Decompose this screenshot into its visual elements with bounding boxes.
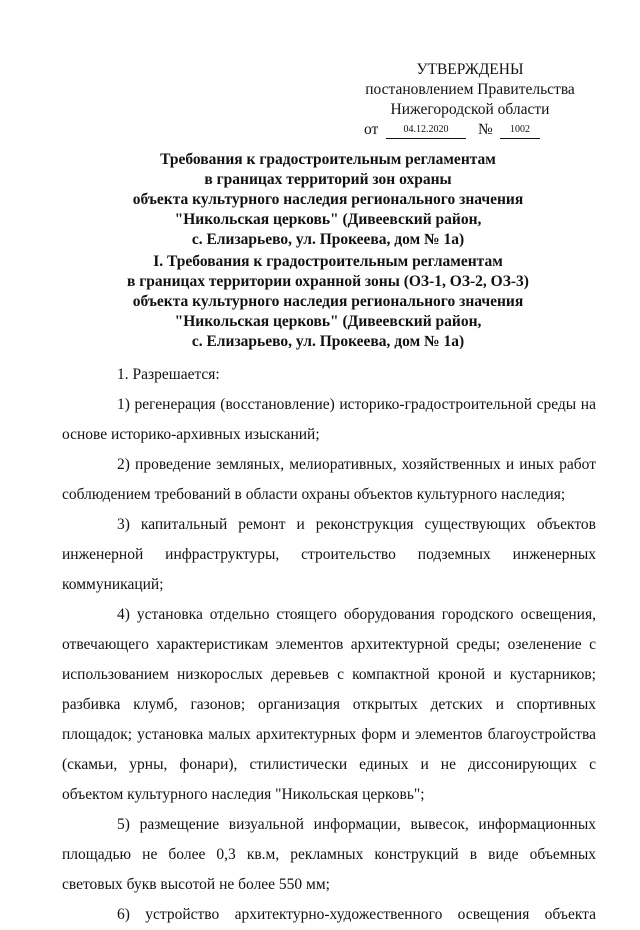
document-body	[62, 360, 596, 930]
body-line: использованием низкорослых деревьев с компактной кроной и кустарников;	[62, 666, 596, 683]
body-line: 5) размещение визуальной информации, вывесок, информационных	[117, 816, 596, 833]
section-line: объекта культурного наследия регионального значения	[132, 293, 524, 310]
body-line: площадью не более 0,3 кв.м, рекламных конструкций в виде объемных	[62, 846, 596, 863]
body-line: коммуникаций;	[62, 576, 164, 593]
body-line: (скамьи, урны, фонари), стилистически единых и не диссонирующих с	[62, 756, 596, 773]
section-line: I. Требования к градостроительным регламентам	[153, 253, 503, 270]
title-line: с. Елизарьево, ул. Прокеева, дом № 1а)	[191, 231, 465, 248]
title-line: "Никольская церковь" (Дивеевский район,	[174, 211, 482, 228]
document-title	[60, 150, 596, 250]
approval-status: УТВЕРЖДЕНЫ	[416, 61, 524, 78]
section-line: "Никольская церковь" (Дивеевский район,	[174, 313, 482, 330]
approval-line-1: постановлением Правительства	[365, 81, 575, 98]
body-line: 6) устройство архитектурно-художественного освещения объекта	[117, 906, 596, 923]
section-heading	[60, 252, 596, 352]
body-line: 4) установка отдельно стоящего оборудования городского освещения,	[117, 606, 596, 623]
approval-reference	[340, 120, 600, 140]
section-line: в границах территории охранной зоны (ОЗ-1, ОЗ-2, ОЗ-3)	[127, 273, 529, 290]
title-line: Требования к градостроительным регламентам	[160, 151, 496, 168]
body-line: соблюдением требований в области охраны объектов культурного наследия;	[62, 486, 566, 503]
body-line: 1. Разрешается:	[117, 366, 220, 383]
body-line: инженерной инфраструктуры, строительство подземных инженерных	[62, 546, 596, 563]
section-line: с. Елизарьево, ул. Прокеева, дом № 1а)	[191, 333, 465, 350]
body-line: 3) капитальный ремонт и реконструкция существующих объектов	[117, 516, 596, 533]
approval-block	[340, 60, 600, 140]
title-line: в границах территорий зон охраны	[204, 171, 452, 188]
title-line: объекта культурного наследия регионального значения	[132, 191, 524, 208]
approval-date: 04.12.2020	[386, 122, 466, 139]
approval-number: 1002	[500, 122, 540, 139]
approval-number-label: №	[478, 121, 493, 138]
body-line: световых букв высотой не более 550 мм;	[62, 876, 330, 893]
body-line: основе историко-архивных изысканий;	[62, 426, 320, 443]
body-line: площадок; установка малых архитектурных форм и элементов благоустройства	[62, 726, 596, 743]
body-line: 2) проведение земляных, мелиоративных, хозяйственных и иных работ	[117, 456, 596, 473]
approval-line-2: Нижегородской области	[390, 101, 550, 118]
approval-from-label: от	[364, 121, 379, 138]
body-line: отвечающего характеристикам элементов архитектурной среды; озеленение с	[62, 636, 596, 653]
body-line: 1) регенерация (восстановление) историко-градостроительной среды на	[117, 396, 596, 413]
body-line: объектом культурного наследия "Никольская церковь";	[62, 786, 425, 803]
body-line: разбивка клумб, газонов; организация открытых детских и спортивных	[62, 696, 596, 713]
